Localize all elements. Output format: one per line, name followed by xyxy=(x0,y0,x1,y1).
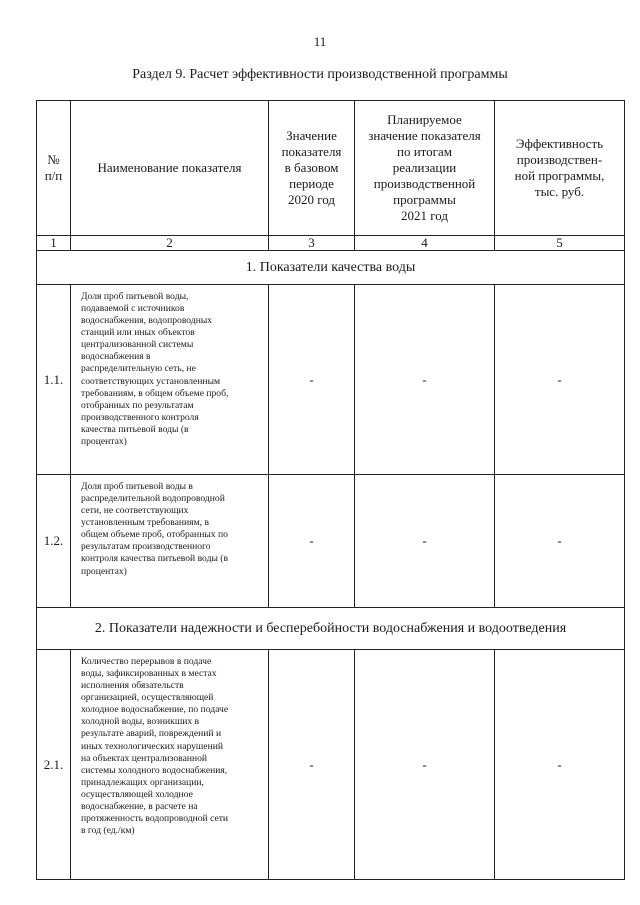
header-base-value: Значение показателя в базовом периоде 2020 год xyxy=(269,101,355,236)
header-planned-value: Планируемое значение показателя по итогам реализации производственной программы 2021 год xyxy=(355,101,495,236)
row-number: 1.1. xyxy=(37,285,71,475)
column-number: 3 xyxy=(269,236,355,251)
page-title: Раздел 9. Расчет эффективности производственной программы xyxy=(132,67,508,82)
planned-value: - xyxy=(355,285,495,475)
column-number: 4 xyxy=(355,236,495,251)
efficiency-table xyxy=(36,100,625,880)
indicator-name: Количество перерывов в подаче воды, зафиксированных в местах исполнения обязательств организацией, осуществляющей холодное водоснабжение, по подаче холодной воды, возникших в результате аварий, повреждений и иных технологических нарушений на объектах централизованной системы холодного водоснабжения, принадлежащих организации, осуществляющей холодное водоснабжение, в расчете на протяженность водопроводной сети в год (ед./км) xyxy=(71,650,269,880)
header-number: № п/п xyxy=(37,101,71,236)
base-value: - xyxy=(269,285,355,475)
efficiency-value: - xyxy=(495,650,625,880)
column-number-row xyxy=(37,236,625,251)
planned-value: - xyxy=(355,650,495,880)
indicator-name: Доля проб питьевой воды в распределительной водопроводной сети, не соответствующих установленным требованиям, в общем объеме проб, отобранных по результатам производственного контроля качества питьевой воды (в процентах) xyxy=(71,475,269,608)
table-row xyxy=(37,285,625,475)
column-number: 1 xyxy=(37,236,71,251)
column-number: 2 xyxy=(71,236,269,251)
section-heading-row xyxy=(37,608,625,650)
header-indicator-name: Наименование показателя xyxy=(71,101,269,236)
table-row xyxy=(37,650,625,880)
section-title: 2. Показатели надежности и бесперебойности водоснабжения и водоотведения xyxy=(37,608,625,650)
indicator-name: Доля проб питьевой воды, подаваемой с источников водоснабжения, водопроводных станций или иных объектов централизованной системы водоснабжения в распределительную сеть, не соответствующих установленным требованиям, в общем объеме проб, отобранных по результатам производственного контроля качества питьевой воды (в процентах) xyxy=(71,285,269,475)
planned-value: - xyxy=(355,475,495,608)
column-number: 5 xyxy=(495,236,625,251)
header-efficiency: Эффективность производствен- ной программы, тыс. руб. xyxy=(495,101,625,236)
table-header-row xyxy=(37,101,625,236)
section-heading-row xyxy=(37,251,625,285)
table-row xyxy=(37,475,625,608)
base-value: - xyxy=(269,650,355,880)
page-number: 11 xyxy=(313,34,327,49)
efficiency-value: - xyxy=(495,475,625,608)
row-number: 2.1. xyxy=(37,650,71,880)
row-number: 1.2. xyxy=(37,475,71,608)
section-title: 1. Показатели качества воды xyxy=(37,251,625,285)
efficiency-value: - xyxy=(495,285,625,475)
base-value: - xyxy=(269,475,355,608)
